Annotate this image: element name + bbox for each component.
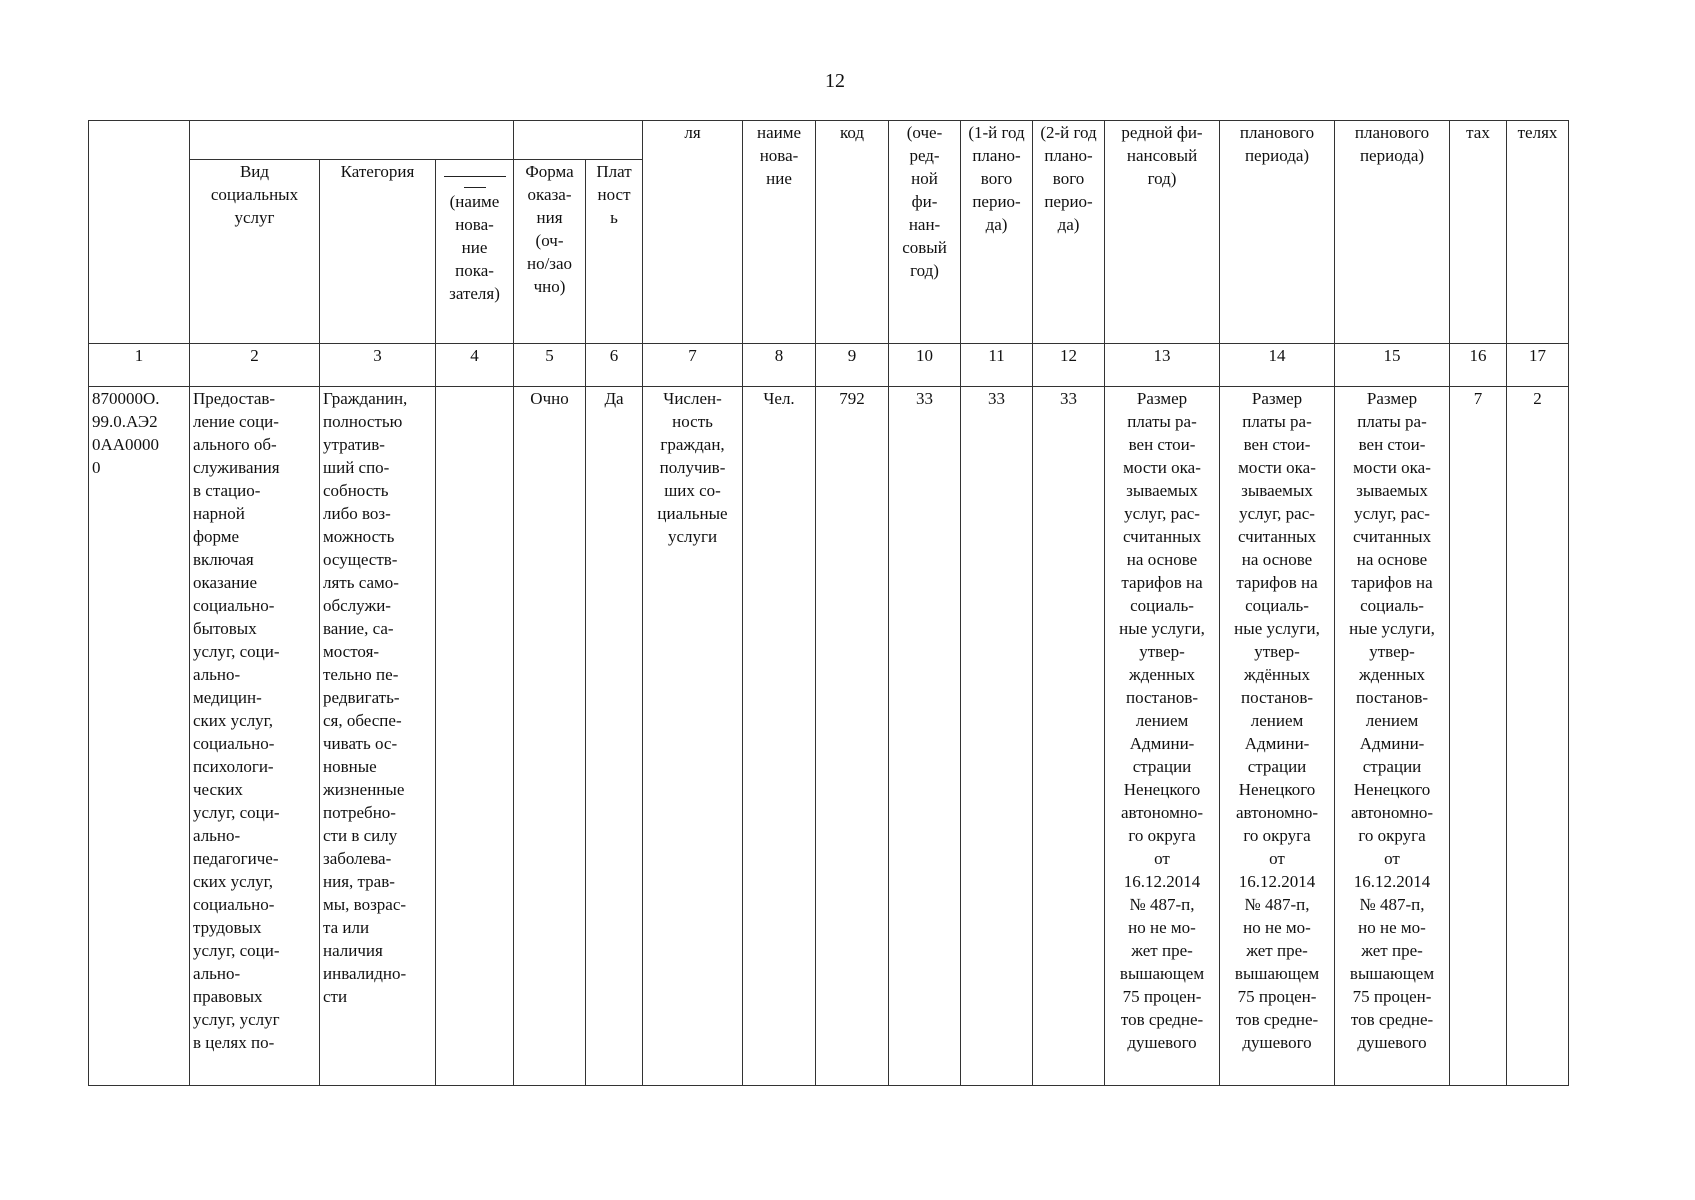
header-col13: редной фи- нансовый год) (1105, 121, 1220, 344)
column-number: 1 (89, 344, 190, 387)
table-row (89, 387, 1569, 1086)
header-group-conditions (514, 121, 643, 160)
value-current-year-cell: 33 (889, 387, 961, 1086)
header-col15: планового периода) (1335, 121, 1450, 344)
header-col16: тах (1450, 121, 1507, 344)
page-number: 12 (825, 70, 845, 92)
blank-line-short (464, 181, 486, 188)
column-number-row (89, 344, 1569, 387)
header-col9: код (816, 121, 889, 344)
value-year2-cell: 33 (1033, 387, 1105, 1086)
header-col11: (1-й год плано- вого перио- да) (961, 121, 1033, 344)
indicator-name-cell: Числен- ность граждан, получив- ших со- циальные услуги (643, 387, 743, 1086)
column-number: 5 (514, 344, 586, 387)
column-number: 4 (436, 344, 514, 387)
services-table (88, 120, 1569, 1086)
header-col4-label: (наиме нова- ние пока- зателя) (449, 192, 500, 303)
column-number: 6 (586, 344, 643, 387)
price-year2-cell: Размер платы ра- вен стои- мости ока- зываемых услуг, рас- считанных на основе тарифов на социаль- ные услуги, утвер- жденных постанов- лением Админи- страции Ненецкого автономно- го округа от 16.12.2014 № 487-п, но не мо- жет пре- вышающем 75 процен- тов средне- душевого (1335, 387, 1450, 1086)
header-col1 (89, 121, 190, 344)
column-number: 11 (961, 344, 1033, 387)
column-number: 10 (889, 344, 961, 387)
header-col7: ля (643, 121, 743, 344)
column-number: 12 (1033, 344, 1105, 387)
header-col8: наиме нова- ние (743, 121, 816, 344)
service-type-cell: Предостав- ление соци- ального об- служивания в стацио- нарной форме включая оказание социально- бытовых услуг, соци- ально- медицин- ских услуг, социально- психологи- ческих услуг, соци- ально- педагогиче- ских услуг, социально- трудовых услуг, соци- ально- правовых услуг, услуг в целях по- (190, 387, 320, 1086)
paid-cell: Да (586, 387, 643, 1086)
column-number: 7 (643, 344, 743, 387)
header-col2: Вид социальных услуг (190, 160, 320, 344)
header-group-content (190, 121, 514, 160)
unit-name-cell: Чел. (743, 387, 816, 1086)
header-col3: Категория (320, 160, 436, 344)
column-number: 16 (1450, 344, 1507, 387)
header-col5: Форма оказа- ния (оч- но/зао чно) (514, 160, 586, 344)
registry-code-cell: 870000О. 99.0.АЭ2 0АА0000 0 (89, 387, 190, 1086)
header-col10: (оче- ред- ной фи- нан- совый год) (889, 121, 961, 344)
column-number: 9 (816, 344, 889, 387)
price-year1-cell: Размер платы ра- вен стои- мости ока- зываемых услуг, рас- считанных на основе тарифов на социаль- ные услуги, утвер- ждённых постанов- лением Админи- страции Ненецкого автономно- го округа от 16.12.2014 № 487-п, но не мо- жет пре- вышающем 75 процен- тов средне- душевого (1220, 387, 1335, 1086)
category-cell: Гражданин, полностью утратив- ший спо- собность либо воз- можность осуществ- лять само- обслужи- вание, са- мостоя- тельно пе- редвигать- ся, обеспе- чивать ос- новные жизненные потребно- сти в силу заболева- ния, трав- мы, возрас- та или наличия инвалидно- сти (320, 387, 436, 1086)
header-col4 (436, 160, 514, 344)
column-number: 17 (1507, 344, 1569, 387)
price-current-year-cell: Размер платы ра- вен стои- мости ока- зываемых услуг, рас- считанных на основе тарифов на социаль- ные услуги, утвер- жденных постанов- лением Админи- страции Ненецкого автономно- го округа от 16.12.2014 № 487-п, но не мо- жет пре- вышающем 75 процен- тов средне- душевого (1105, 387, 1220, 1086)
column-number: 3 (320, 344, 436, 387)
blank-line (444, 166, 506, 177)
indicator-cell (436, 387, 514, 1086)
deviation-percent-cell: 7 (1450, 387, 1507, 1086)
column-number: 15 (1335, 344, 1450, 387)
header-col6: Плат ност ь (586, 160, 643, 344)
header-col14: планового периода) (1220, 121, 1335, 344)
column-number: 14 (1220, 344, 1335, 387)
header-row-top (89, 121, 1569, 160)
column-number: 13 (1105, 344, 1220, 387)
deviation-abs-cell: 2 (1507, 387, 1569, 1086)
unit-code-cell: 792 (816, 387, 889, 1086)
header-col17: телях (1507, 121, 1569, 344)
form-cell: Очно (514, 387, 586, 1086)
column-number: 2 (190, 344, 320, 387)
value-year1-cell: 33 (961, 387, 1033, 1086)
column-number: 8 (743, 344, 816, 387)
header-col12: (2-й год плано- вого перио- да) (1033, 121, 1105, 344)
